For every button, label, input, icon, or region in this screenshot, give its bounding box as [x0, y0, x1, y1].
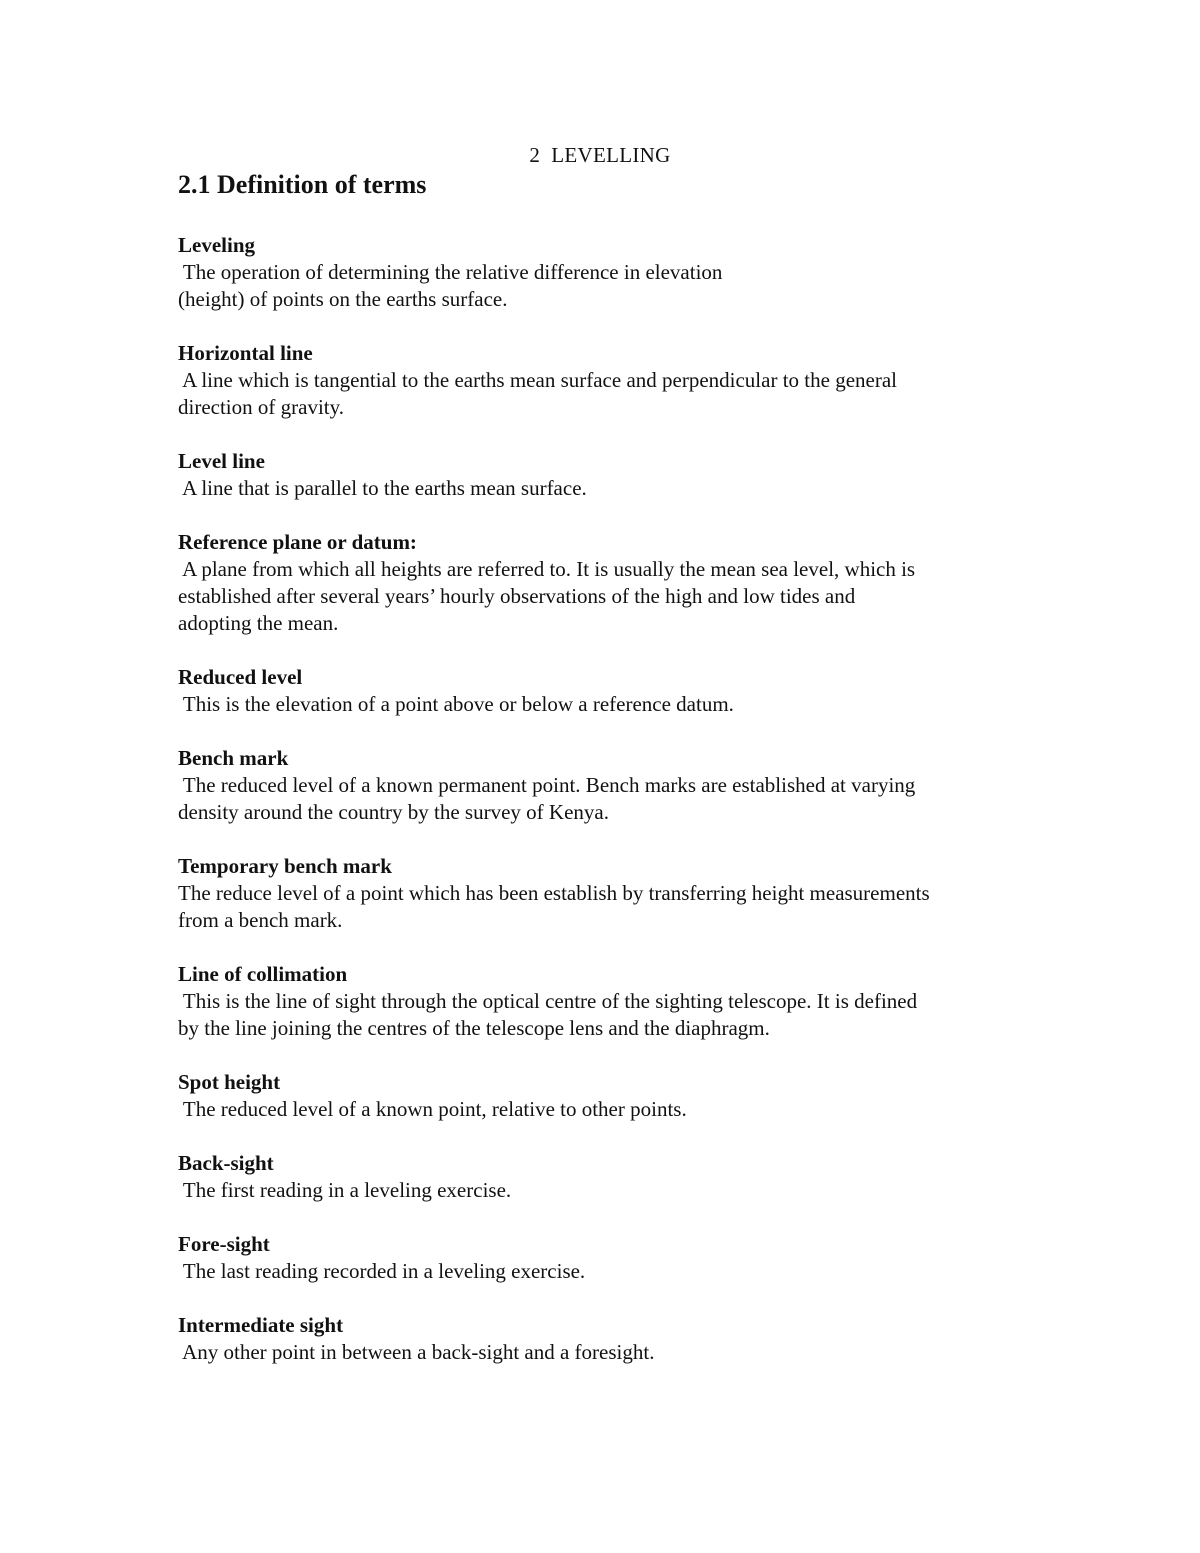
- definition-entry: [178, 745, 1038, 826]
- definition-text-line: The reduced level of a known point, relative to other points.: [178, 1097, 687, 1121]
- definition-entry: [178, 1069, 1038, 1123]
- definition-term: Spot height: [178, 1070, 281, 1094]
- definition-text-line: (height) of points on the earths surface.: [178, 287, 508, 311]
- definition-term: Temporary bench mark: [178, 854, 392, 878]
- definition-term: Line of collimation: [178, 962, 348, 986]
- section-title: 2.1 Definition of terms: [178, 170, 427, 199]
- definition-term: Back-sight: [178, 1151, 274, 1175]
- definition-text-line: The last reading recorded in a leveling exercise.: [178, 1259, 586, 1283]
- definition-term: Level line: [178, 449, 265, 473]
- definition-text-line: The reduced level of a known permanent point. Bench marks are established at varying: [178, 773, 916, 797]
- definition-text-line: This is the elevation of a point above or below a reference datum.: [178, 692, 734, 716]
- definition-text-line: Any other point in between a back-sight and a foresight.: [178, 1340, 655, 1364]
- chapter-title: 2 LEVELLING: [529, 143, 671, 167]
- definition-term: Reduced level: [178, 665, 303, 689]
- definition-entry: [178, 529, 1038, 637]
- definition-text-line: by the line joining the centres of the telescope lens and the diaphragm.: [178, 1016, 770, 1040]
- definition-term: Bench mark: [178, 746, 289, 770]
- definition-term: Horizontal line: [178, 341, 313, 365]
- definition-text-line: This is the line of sight through the optical centre of the sighting telescope. It is defined: [178, 989, 918, 1013]
- definition-text-line: A line which is tangential to the earths mean surface and perpendicular to the general: [178, 368, 897, 392]
- definition-term: Leveling: [178, 233, 255, 257]
- definition-text-line: established after several years’ hourly observations of the high and low tides and: [178, 584, 856, 608]
- definition-entry: [178, 853, 1038, 934]
- definition-entry: [178, 232, 1038, 313]
- definition-term: Reference plane or datum:: [178, 530, 417, 554]
- definition-text-line: The operation of determining the relative difference in elevation: [178, 260, 723, 284]
- definition-text-line: A plane from which all heights are referred to. It is usually the mean sea level, which is: [178, 557, 916, 581]
- definition-entry: [178, 1312, 1038, 1366]
- definition-entry: [178, 448, 1038, 502]
- definition-text-line: density around the country by the survey of Kenya.: [178, 800, 609, 824]
- definition-text-line: The first reading in a leveling exercise.: [178, 1178, 512, 1202]
- definitions-list: [178, 232, 1038, 1393]
- definition-text-line: The reduce level of a point which has been establish by transferring height measurements: [178, 881, 930, 905]
- definition-term: Fore-sight: [178, 1232, 270, 1256]
- definition-entry: [178, 1231, 1038, 1285]
- definition-entry: [178, 340, 1038, 421]
- definition-text-line: A line that is parallel to the earths mean surface.: [178, 476, 587, 500]
- definition-entry: [178, 961, 1038, 1042]
- definition-text-line: direction of gravity.: [178, 395, 345, 419]
- definition-text-line: adopting the mean.: [178, 611, 339, 635]
- definition-entry: [178, 664, 1038, 718]
- definition-term: Intermediate sight: [178, 1313, 344, 1337]
- definition-entry: [178, 1150, 1038, 1204]
- definition-text-line: from a bench mark.: [178, 908, 343, 932]
